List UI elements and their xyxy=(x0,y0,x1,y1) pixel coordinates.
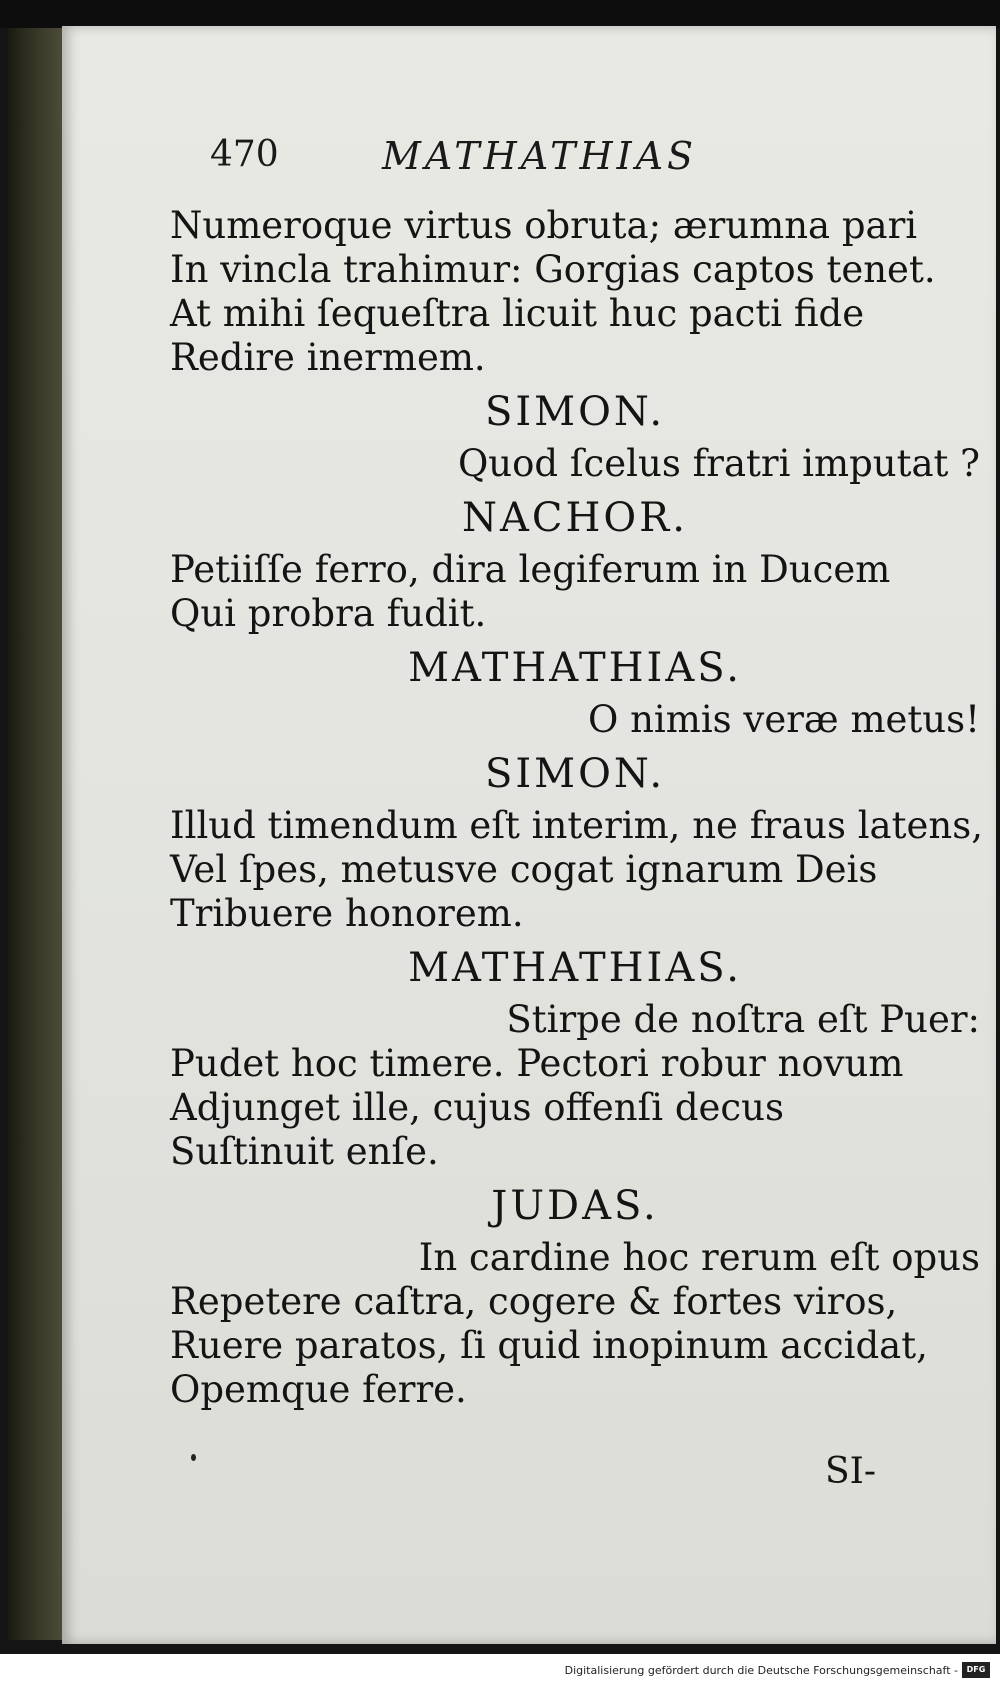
verse-line: Repetere caſtra, cogere & fortes viros, xyxy=(170,1280,898,1323)
verse-line: Adjunget ille, cujus offenſi decus xyxy=(170,1086,784,1129)
speaker-heading: JUDAS. xyxy=(491,1183,659,1229)
scan-top-border xyxy=(0,0,1000,28)
speaker-heading: SIMON. xyxy=(484,751,666,797)
verse-line: Redire inermem. xyxy=(170,336,486,379)
verse-line: Vel ſpes, metusve cogat ignarum Deis xyxy=(170,848,878,891)
verse-line: At mihi ſequeſtra licuit huc pacti fide xyxy=(170,292,865,335)
speaker-heading: SIMON. xyxy=(484,389,666,435)
dfg-logo: DFG xyxy=(962,1662,990,1678)
verse-line: Illud timendum eſt interim, ne fraus latens, xyxy=(170,804,983,847)
speaker-heading: MATHATHIAS. xyxy=(408,645,742,691)
verse-line: Petiiſſe ferro, dira legiferum in Ducem xyxy=(170,548,891,591)
verse-line: Quod ſcelus fratri imputat ? xyxy=(457,442,980,485)
book-page xyxy=(62,26,996,1644)
speaker-heading: NACHOR. xyxy=(462,495,688,541)
verse-line: In vincla trahimur: Gorgias captos tenet. xyxy=(170,248,936,291)
verse-line: Qui probra fudit. xyxy=(170,592,487,635)
verse-line: Opemque ferre. xyxy=(170,1368,467,1411)
digitization-footer xyxy=(0,1654,1000,1690)
catchword: SI- xyxy=(824,1451,876,1492)
play-text xyxy=(170,204,983,1412)
verse-line: Ruere paratos, ſi quid inopinum accidat, xyxy=(170,1324,928,1367)
running-head xyxy=(62,134,996,182)
verse-line: Pudet hoc timere. Pectori robur novum xyxy=(170,1042,904,1085)
verse-line: O nimis veræ metus! xyxy=(588,698,980,741)
verse-line: Numeroque virtus obruta; ærumna pari xyxy=(170,204,918,247)
footer-credit: Digitalisierung gefördert durch die Deutsche Forschungsgemeinschaft - xyxy=(564,1664,958,1677)
verse-line: Suſtinuit enſe. xyxy=(170,1130,439,1173)
verse-line: Stirpe de noſtra eſt Puer: xyxy=(506,998,980,1041)
verse-line: Tribuere honorem. xyxy=(170,892,524,935)
ink-speck xyxy=(191,1454,196,1461)
page-number: 470 xyxy=(210,134,279,175)
running-title: MATHATHIAS xyxy=(382,134,698,178)
verse-line: In cardine hoc rerum eſt opus xyxy=(418,1236,980,1279)
speaker-heading: MATHATHIAS. xyxy=(408,945,742,991)
